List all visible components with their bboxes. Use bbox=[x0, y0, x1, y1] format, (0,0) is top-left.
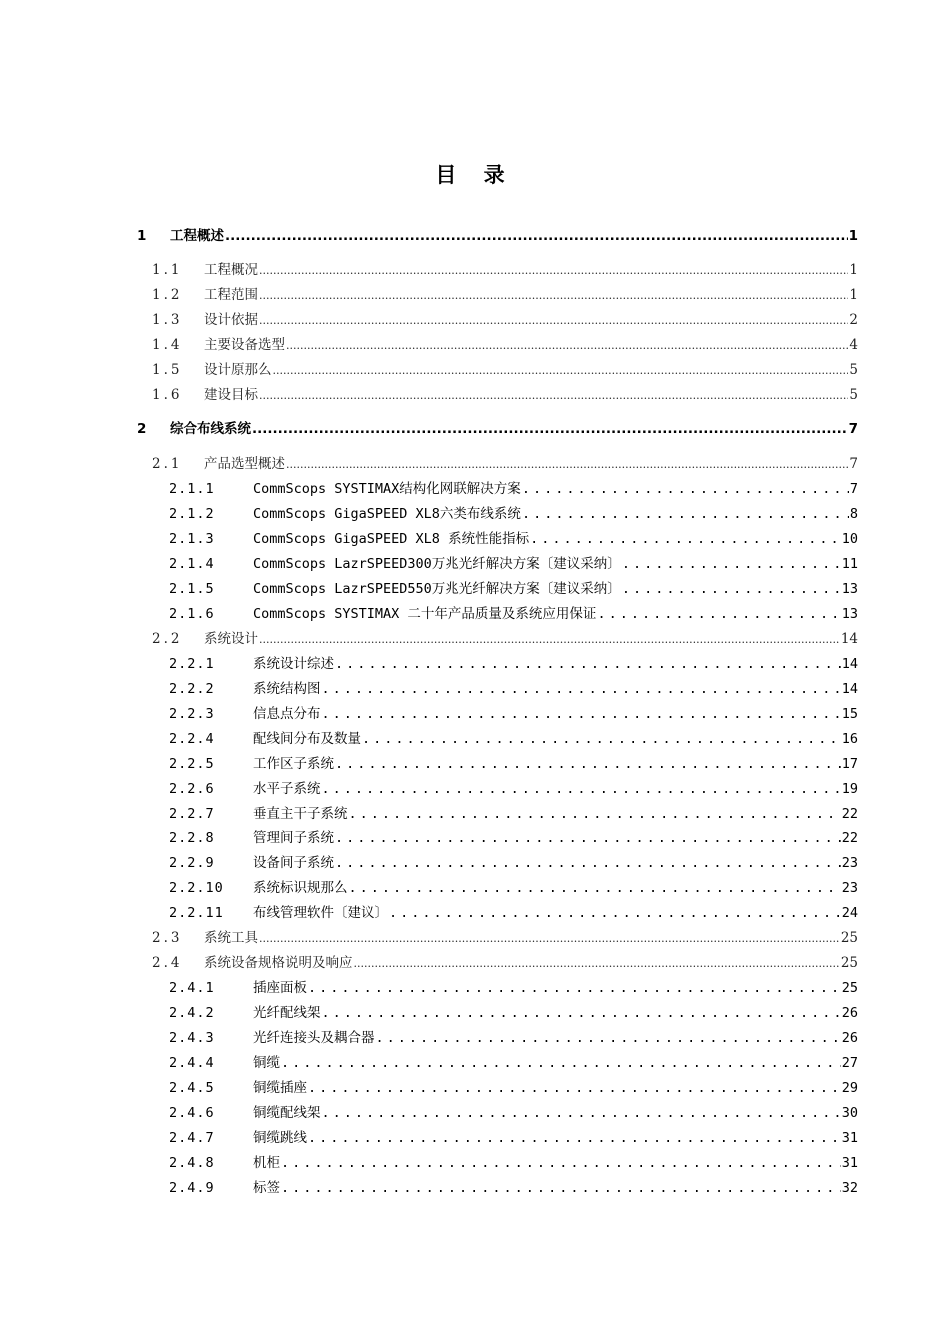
toc-entry[interactable] bbox=[152, 452, 858, 474]
toc-entry[interactable] bbox=[169, 1076, 858, 1098]
toc-entry-title: CommScops GigaSPEED XL8六类布线系统 bbox=[253, 506, 521, 522]
toc-entry[interactable] bbox=[169, 901, 858, 923]
toc-entry-page: 13 bbox=[841, 606, 858, 622]
toc-leader-dots bbox=[308, 1080, 841, 1096]
toc-entry-number: 2.2.2 bbox=[169, 681, 215, 697]
toc-leader-dots bbox=[286, 339, 848, 352]
toc-entry[interactable] bbox=[152, 308, 858, 330]
toc-entry-title: CommScops SYSTIMAX结构化网联解决方案 bbox=[253, 481, 521, 497]
toc-leader-dots bbox=[322, 706, 841, 722]
toc-entry-page: 25 bbox=[840, 930, 858, 946]
toc-entry-page: 7 bbox=[849, 456, 858, 472]
toc-entry[interactable] bbox=[169, 652, 858, 674]
toc-entry[interactable] bbox=[169, 702, 858, 724]
toc-entry-number: 2.2.6 bbox=[169, 781, 215, 797]
toc-entry-page: 26 bbox=[841, 1005, 858, 1021]
toc-entry-page: 24 bbox=[841, 905, 858, 921]
toc-entry[interactable] bbox=[169, 826, 858, 848]
toc-entry-page: 11 bbox=[841, 556, 858, 572]
toc-entry-page: 31 bbox=[841, 1130, 858, 1146]
toc-leader-dots bbox=[259, 289, 848, 302]
toc-entry-page: 29 bbox=[841, 1080, 858, 1096]
toc-entry-page: 14 bbox=[841, 681, 858, 697]
toc-entry-title: 信息点分布 bbox=[253, 706, 321, 722]
toc-entry-title: 铜缆跳线 bbox=[253, 1130, 307, 1146]
toc-entry[interactable] bbox=[169, 552, 858, 574]
toc-entry-title: 水平子系统 bbox=[253, 781, 321, 797]
toc-entry[interactable] bbox=[169, 727, 858, 749]
toc-entry-title: 综合布线系统 bbox=[170, 421, 251, 437]
toc-entry-title: 主要设备选型 bbox=[204, 337, 285, 353]
toc-entry-number: 2.1.3 bbox=[169, 531, 215, 547]
toc-entry-title: 设计依据 bbox=[204, 312, 258, 328]
toc-entry-title: CommScops SYSTIMAX 二十年产品质量及系统应用保证 bbox=[253, 606, 597, 622]
toc-leader-dots bbox=[259, 389, 848, 402]
toc-entry-number: 1.2 bbox=[152, 287, 183, 303]
toc-entry-number: 2.2.10 bbox=[169, 880, 224, 896]
toc-entry-number: 2.4 bbox=[152, 955, 183, 971]
toc-leader-dots bbox=[259, 264, 848, 277]
toc-entry-title: 设备间子系统 bbox=[253, 855, 334, 871]
toc-entry-page: 7 bbox=[848, 421, 858, 437]
toc-leader-dots bbox=[308, 980, 841, 996]
toc-entry-number: 2.2.9 bbox=[169, 855, 215, 871]
toc-entry-title: 垂直主干子系统 bbox=[253, 806, 348, 822]
toc-entry-number: 1.6 bbox=[152, 387, 183, 403]
toc-entry-title: 建设目标 bbox=[204, 387, 258, 403]
toc-entry-page: 22 bbox=[841, 830, 858, 846]
toc-leader-dots bbox=[259, 314, 848, 327]
toc-leader-dots bbox=[349, 880, 841, 896]
toc-entry[interactable] bbox=[169, 876, 858, 898]
toc-entry-number: 1 bbox=[137, 228, 147, 244]
toc-entry[interactable] bbox=[169, 1151, 858, 1173]
toc-leader-dots bbox=[362, 731, 841, 747]
toc-leader-dots bbox=[259, 633, 840, 646]
toc-entry-number: 2.2.8 bbox=[169, 830, 215, 846]
toc-entry[interactable] bbox=[137, 417, 858, 439]
toc-leader-dots bbox=[335, 656, 841, 672]
toc-leader-dots bbox=[225, 228, 848, 244]
toc-entry-page: 1 bbox=[848, 228, 858, 244]
toc-entry-page: 5 bbox=[849, 387, 858, 403]
toc-leader-dots bbox=[389, 905, 841, 921]
toc-leader-dots bbox=[252, 421, 848, 437]
toc-entry-title: 管理间子系统 bbox=[253, 830, 334, 846]
toc-entry-page: 19 bbox=[841, 781, 858, 797]
toc-entry-page: 26 bbox=[841, 1030, 858, 1046]
toc-leader-dots bbox=[522, 481, 849, 497]
toc-entry-number: 2.1.4 bbox=[169, 556, 215, 572]
toc-entry-page: 10 bbox=[841, 531, 858, 547]
toc-entry-title: 光纤配线架 bbox=[253, 1005, 321, 1021]
toc-leader-dots bbox=[281, 1180, 841, 1196]
toc-entry-page: 17 bbox=[841, 756, 858, 772]
toc-leader-dots bbox=[273, 364, 849, 377]
toc-entry[interactable] bbox=[137, 224, 858, 246]
toc-entry-number: 2.4.1 bbox=[169, 980, 215, 996]
toc-entry-page: 2 bbox=[849, 312, 858, 328]
toc-entry-number: 2.1.2 bbox=[169, 506, 215, 522]
toc-entry-title: 工程范围 bbox=[204, 287, 258, 303]
toc-leader-dots bbox=[354, 957, 840, 970]
toc-entry-number: 2.2 bbox=[152, 631, 183, 647]
toc-entry-number: 2.4.9 bbox=[169, 1180, 215, 1196]
toc-entry[interactable] bbox=[169, 602, 858, 624]
toc-entry-title: 工程概述 bbox=[170, 228, 224, 244]
toc-entry-number: 2 bbox=[137, 421, 147, 437]
toc-entry-title: 系统工具 bbox=[204, 930, 258, 946]
toc-entry[interactable] bbox=[152, 258, 858, 280]
toc-entry[interactable] bbox=[169, 802, 858, 824]
toc-entry-title: 系统设计综述 bbox=[253, 656, 334, 672]
toc-entry[interactable] bbox=[169, 527, 858, 549]
toc-leader-dots bbox=[308, 1130, 841, 1146]
toc-entry-number: 1.1 bbox=[152, 262, 183, 278]
toc-entry-page: 23 bbox=[841, 880, 858, 896]
toc-entry-number: 2.4.7 bbox=[169, 1130, 215, 1146]
toc-entry[interactable] bbox=[169, 777, 858, 799]
toc-entry[interactable] bbox=[152, 951, 858, 973]
toc-leader-dots bbox=[622, 581, 841, 597]
toc-entry-number: 2.2.5 bbox=[169, 756, 215, 772]
toc-entry-page: 30 bbox=[841, 1105, 858, 1121]
toc-entry[interactable] bbox=[169, 1176, 858, 1198]
toc-entry-title: 铜缆配线架 bbox=[253, 1105, 321, 1121]
toc-entry[interactable] bbox=[169, 752, 858, 774]
toc-entry[interactable] bbox=[152, 627, 858, 649]
toc-leader-dots bbox=[530, 531, 841, 547]
toc-entry-number: 2.2.3 bbox=[169, 706, 215, 722]
toc-entry-number: 1.5 bbox=[152, 362, 183, 378]
toc-entry-number: 2.4.5 bbox=[169, 1080, 215, 1096]
toc-entry-title: 插座面板 bbox=[253, 980, 307, 996]
toc-leader-dots bbox=[335, 855, 841, 871]
toc-entry-number: 2.1.1 bbox=[169, 481, 215, 497]
toc-entry-page: 16 bbox=[841, 731, 858, 747]
toc-entry-title: 系统设备规格说明及响应 bbox=[204, 955, 353, 971]
toc-leader-dots bbox=[622, 556, 841, 572]
toc-entry-title: 产品选型概述 bbox=[204, 456, 285, 472]
toc-entry-page: 14 bbox=[841, 656, 858, 672]
toc-title: 目 录 bbox=[435, 163, 515, 187]
toc-entry-page: 23 bbox=[841, 855, 858, 871]
toc-entry-title: 系统设计 bbox=[204, 631, 258, 647]
toc-entry-number: 2.2.4 bbox=[169, 731, 215, 747]
toc-entry-title: 标签 bbox=[253, 1180, 280, 1196]
toc-entry-title: 布线管理软件〔建议〕 bbox=[253, 905, 388, 921]
toc-entry-number: 2.3 bbox=[152, 930, 183, 946]
toc-entry-title: 工程概况 bbox=[204, 262, 258, 278]
toc-entry-title: 设计原那么 bbox=[204, 362, 272, 378]
toc-leader-dots bbox=[281, 1055, 841, 1071]
toc-leader-dots bbox=[322, 1105, 841, 1121]
toc-entry-title: 机柜 bbox=[253, 1155, 280, 1171]
toc-entry[interactable] bbox=[169, 1026, 858, 1048]
toc-leader-dots bbox=[322, 781, 841, 797]
toc-leader-dots bbox=[335, 830, 841, 846]
toc-entry-title: CommScops GigaSPEED XL8 系统性能指标 bbox=[253, 531, 530, 547]
toc-entry-number: 2.4.2 bbox=[169, 1005, 215, 1021]
toc-entry-page: 1 bbox=[849, 287, 858, 303]
toc-entry[interactable] bbox=[169, 677, 858, 699]
toc-leader-dots bbox=[322, 681, 841, 697]
toc-leader-dots bbox=[376, 1030, 841, 1046]
toc-entry-title: CommScops LazrSPEED550万兆光纤解决方案〔建议采纳〕 bbox=[253, 581, 621, 597]
toc-entry[interactable] bbox=[169, 1126, 858, 1148]
toc-entry[interactable] bbox=[169, 502, 858, 524]
toc-entry-title: 铜缆 bbox=[253, 1055, 280, 1071]
toc-leader-dots bbox=[322, 1005, 841, 1021]
toc-leader-dots bbox=[522, 506, 849, 522]
toc-entry[interactable] bbox=[152, 333, 858, 355]
toc-entry-page: 27 bbox=[841, 1055, 858, 1071]
toc-entry[interactable] bbox=[169, 1001, 858, 1023]
toc-entry-page: 1 bbox=[849, 262, 858, 278]
toc-entry-title: 系统结构图 bbox=[253, 681, 321, 697]
toc-entry-page: 32 bbox=[841, 1180, 858, 1196]
toc-entry-number: 2.1.5 bbox=[169, 581, 215, 597]
toc-entry-page: 31 bbox=[841, 1155, 858, 1171]
toc-entry-number: 2.4.8 bbox=[169, 1155, 215, 1171]
toc-entry-title: 配线间分布及数量 bbox=[253, 731, 361, 747]
toc-leader-dots bbox=[349, 806, 841, 822]
toc-entry-number: 2.2.7 bbox=[169, 806, 215, 822]
toc-entry[interactable] bbox=[152, 926, 858, 948]
toc-entry[interactable] bbox=[152, 383, 858, 405]
toc-entry-page: 8 bbox=[849, 506, 858, 522]
toc-entry[interactable] bbox=[169, 1101, 858, 1123]
toc-entry-page: 25 bbox=[840, 955, 858, 971]
toc-leader-dots bbox=[259, 932, 840, 945]
toc-entry[interactable] bbox=[169, 577, 858, 599]
toc-entry[interactable] bbox=[169, 851, 858, 873]
toc-entry-number: 2.1 bbox=[152, 456, 183, 472]
toc-entry-number: 2.4.3 bbox=[169, 1030, 215, 1046]
toc-entry[interactable] bbox=[152, 358, 858, 380]
toc-entry-number: 2.4.6 bbox=[169, 1105, 215, 1121]
toc-leader-dots bbox=[281, 1155, 841, 1171]
toc-entry[interactable] bbox=[152, 283, 858, 305]
toc-entry-page: 22 bbox=[841, 806, 858, 822]
toc-entry-page: 7 bbox=[849, 481, 858, 497]
toc-entry-number: 1.3 bbox=[152, 312, 183, 328]
toc-entry-title: 工作区子系统 bbox=[253, 756, 334, 772]
toc-entry-page: 5 bbox=[849, 362, 858, 378]
toc-entry-page: 15 bbox=[841, 706, 858, 722]
toc-entry[interactable] bbox=[169, 477, 858, 499]
toc-entry-title: 系统标识规那么 bbox=[253, 880, 348, 896]
toc-entry-title: 光纤连接头及耦合器 bbox=[253, 1030, 375, 1046]
toc-entry-number: 2.4.4 bbox=[169, 1055, 215, 1071]
toc-entry-page: 4 bbox=[849, 337, 858, 353]
toc-leader-dots bbox=[335, 756, 841, 772]
toc-entry-page: 14 bbox=[840, 631, 858, 647]
toc-entry-page: 13 bbox=[841, 581, 858, 597]
toc-entry[interactable] bbox=[169, 1051, 858, 1073]
toc-entry[interactable] bbox=[169, 976, 858, 998]
toc-entry-number: 2.2.11 bbox=[169, 905, 224, 921]
toc-entry-title: 铜缆插座 bbox=[253, 1080, 307, 1096]
toc-leader-dots bbox=[597, 606, 840, 622]
toc-entry-number: 2.1.6 bbox=[169, 606, 215, 622]
toc-entry-title: CommScops LazrSPEED300万兆光纤解决方案〔建议采纳〕 bbox=[253, 556, 621, 572]
toc-entry-number: 1.4 bbox=[152, 337, 183, 353]
toc-leader-dots bbox=[286, 458, 848, 471]
toc-entry-page: 25 bbox=[841, 980, 858, 996]
toc-entry-number: 2.2.1 bbox=[169, 656, 215, 672]
